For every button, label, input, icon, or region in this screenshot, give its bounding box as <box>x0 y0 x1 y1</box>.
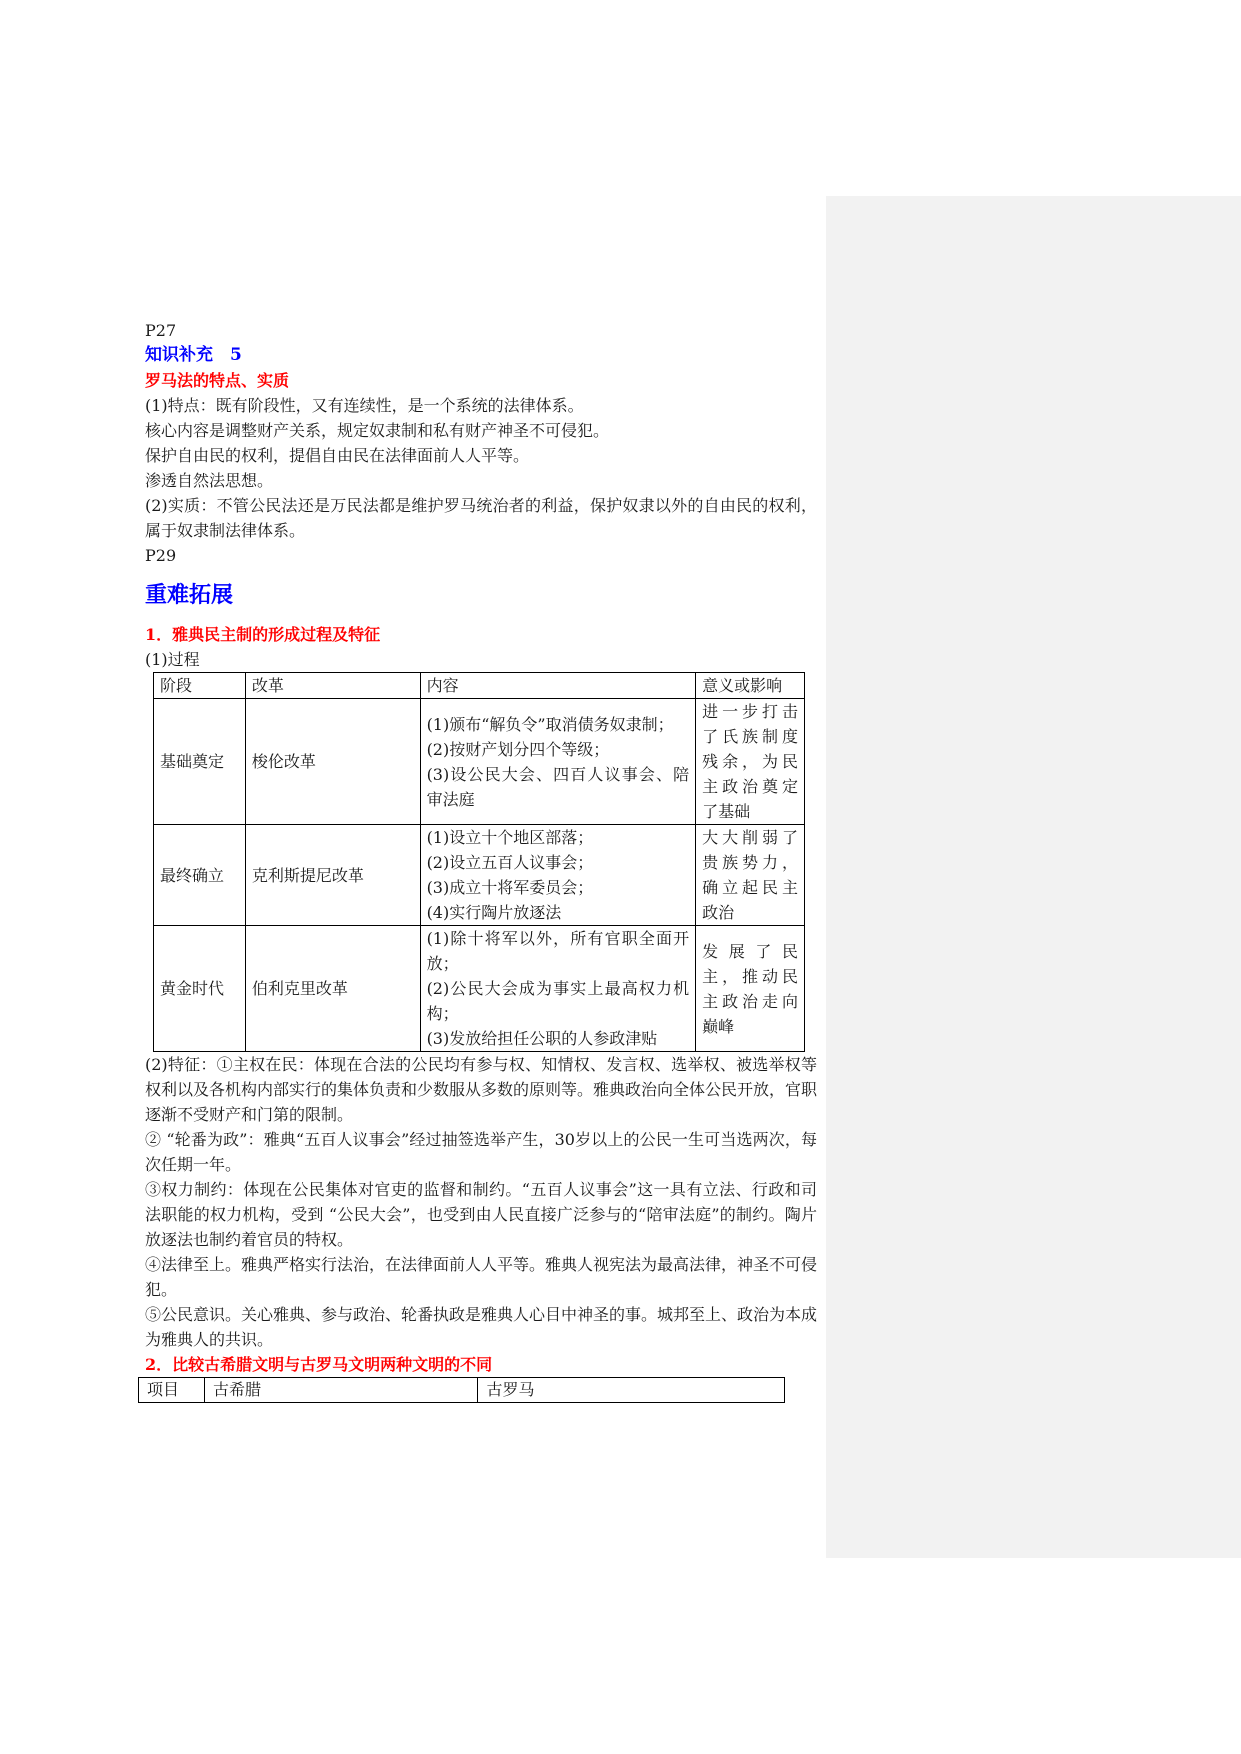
header-cell: 阶段 <box>154 673 246 699</box>
reform-cell: 伯利克里改革 <box>245 926 420 1052</box>
table-row <box>154 825 805 926</box>
reform-table <box>153 672 805 1052</box>
content-cell <box>420 825 696 926</box>
content-line: (1)设立十个地区部落； <box>426 828 594 847</box>
feature-paragraph: (2)特征：①主权在民：体现在合法的公民均有参与权、知情权、发言权、选举权、被选举权等权利以及各机构内部实行的集体负责和少数服从多数的原则等。雅典政治向全体公民开放，官职逐渐不受财产和门第的限制。 <box>145 1055 818 1124</box>
content-line: (4)实行陶片放逐法 <box>426 903 562 922</box>
feature-paragraph: ④法律至上。雅典严格实行法治，在法律面前人人平等。雅典人视宪法为最高法律，神圣不可侵犯。 <box>145 1255 818 1299</box>
table-row <box>154 699 805 825</box>
item2-title: 2．比较古希腊文明与古罗马文明两种文明的不同 <box>145 1355 493 1374</box>
compare-header-cell: 古罗马 <box>478 1378 785 1403</box>
knowledge-subtitle: 罗马法的特点、实质 <box>145 371 290 390</box>
knowledge-line: (1)特点：既有阶段性，又有连续性，是一个系统的法律体系。 <box>145 396 584 415</box>
content-line: (3)发放给担任公职的人参政津贴 <box>426 1029 658 1048</box>
item1-title: 1．雅典民主制的形成过程及特征 <box>145 625 381 644</box>
compare-header-row <box>139 1378 785 1403</box>
stage-cell: 黄金时代 <box>154 926 246 1052</box>
header-cell: 意义或影响 <box>696 673 805 699</box>
knowledge-line: 保护自由民的权利，提倡自由民在法律面前人人平等。 <box>145 446 530 465</box>
content-cell <box>420 699 696 825</box>
reform-cell: 梭伦改革 <box>245 699 420 825</box>
knowledge-title: 知识补充 5 <box>145 345 242 365</box>
comment-pane <box>826 196 1241 1558</box>
impact-cell: 进一步打击了氏族制度残余，为民主政治奠定了基础 <box>696 699 805 825</box>
document-body <box>145 318 817 1403</box>
feature-paragraph: ③权力制约：体现在公民集体对官吏的监督和制约。“五百人议事会”这一具有立法、行政和司法职能的权力机构，受到 “公民大会”，也受到由人民直接广泛参与的“陪审法庭”的制约。陶片放逐法也制约着官员的特权。 <box>145 1180 817 1249</box>
section-title: 重难拓展 <box>145 582 234 608</box>
compare-header-cell: 古希腊 <box>204 1378 478 1403</box>
impact-cell: 发展了民主，推动民主政治走向巅峰 <box>696 926 805 1052</box>
feature-paragraph: ② “轮番为政”：雅典“五百人议事会”经过抽签选举产生，30岁以上的公民一生可当选两次，每次任期一年。 <box>145 1130 817 1174</box>
header-cell: 内容 <box>420 673 696 699</box>
table-row <box>154 926 805 1052</box>
stage-cell: 基础奠定 <box>154 699 246 825</box>
content-line: (1)颁布“解负令”取消债务奴隶制； <box>426 714 674 734</box>
table-header-row <box>154 673 805 699</box>
header-cell: 改革 <box>245 673 420 699</box>
content-line: (2)公民大会成为事实上最高权力机构； <box>426 979 690 1023</box>
content-line: (2)设立五百人议事会； <box>426 853 594 872</box>
page-label-p29: P29 <box>145 546 177 565</box>
compare-table <box>138 1377 785 1403</box>
process-label: (1)过程 <box>145 650 200 669</box>
feature-paragraph: ⑤公民意识。关心雅典、参与政治、轮番执政是雅典人心目中神圣的事。城邦至上、政治为本成为雅典人的共识。 <box>145 1305 818 1349</box>
content-line: (2)按财产划分四个等级； <box>426 739 610 759</box>
knowledge-line: (2)实质：不管公民法还是万民法都是维护罗马统治者的利益，保护奴隶以外的自由民的权利，属于奴隶制法律体系。 <box>145 496 817 540</box>
compare-header-cell: 项目 <box>139 1378 205 1403</box>
reform-cell: 克利斯提尼改革 <box>245 825 420 926</box>
stage-cell: 最终确立 <box>154 825 246 926</box>
knowledge-line: 渗透自然法思想。 <box>145 471 274 490</box>
content-line: (3)成立十将军委员会； <box>426 878 594 897</box>
impact-cell: 大大削弱了贵族势力，确立起民主政治 <box>696 825 805 926</box>
content-line: (3)设公民大会、四百人议事会、陪审法庭 <box>426 764 690 809</box>
knowledge-line: 核心内容是调整财产关系，规定奴隶制和私有财产神圣不可侵犯。 <box>145 421 610 440</box>
page-label-p27: P27 <box>145 321 177 340</box>
content-line: (1)除十将军以外，所有官职全面开放； <box>426 929 690 973</box>
content-cell <box>420 926 696 1052</box>
